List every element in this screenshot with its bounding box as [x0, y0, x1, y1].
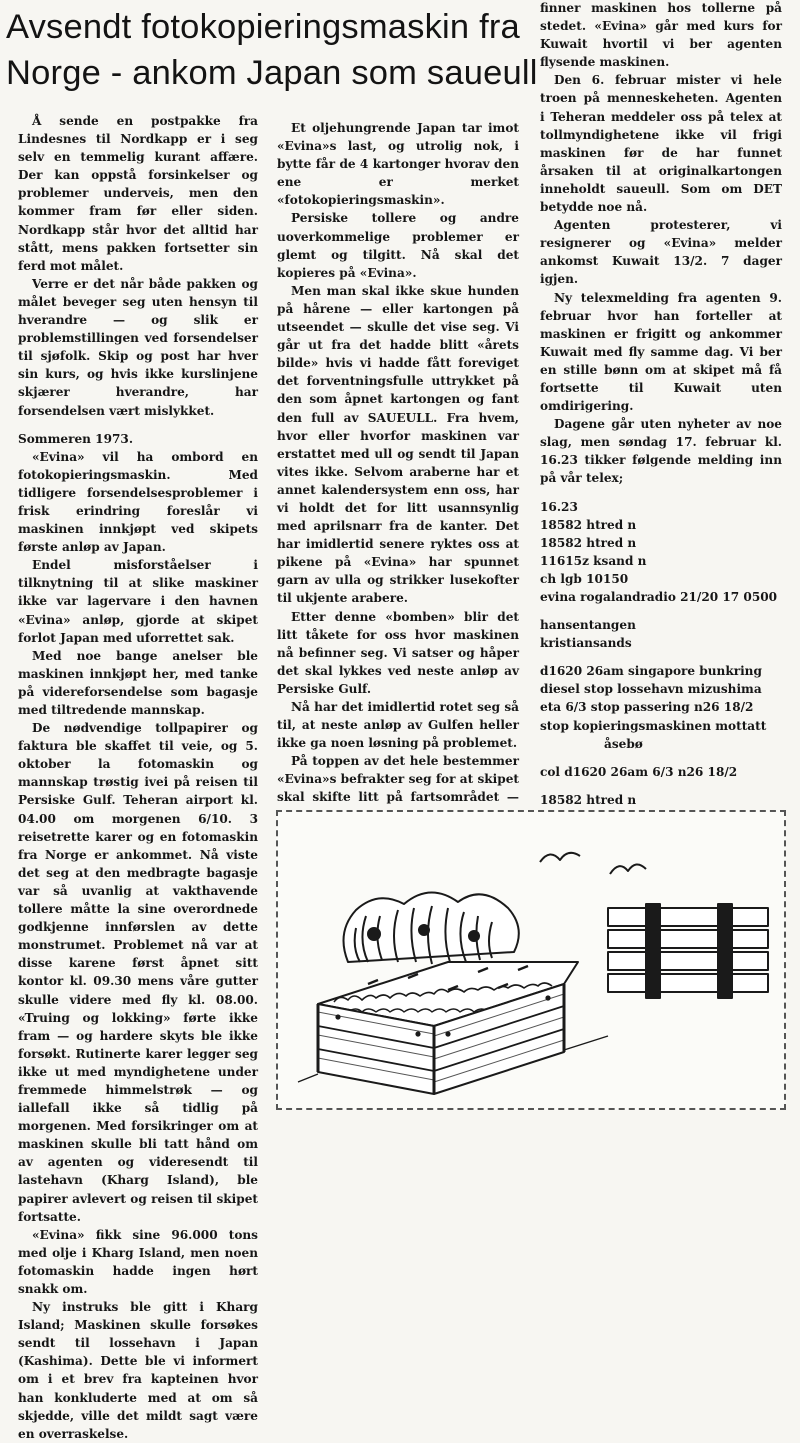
telex-line: hansentangen — [540, 618, 636, 633]
pier-planks — [608, 904, 768, 998]
telex-body: d1620 26am singapore bunkring diesel stop lossehavn mizushima eta 6/3 stop passering n26 18/2 stop kopieringsmaskinen mottatt — [540, 664, 767, 733]
paragraph: Dagene går uten nyheter av noe slag, men søndag 17. februar kl. 16.23 tikker følgende melding inn på vår telex; — [540, 417, 782, 486]
paragraph: Men man skal ikke skue hunden på hårene — eller kartongen på utseendet — skulle det vise seg. Vi går ut fra det hadde blitt «årets bilde» hvis vi hadde fått foreviget det forventningsfulle uttrykket på den som åpnet kartongen og fant den full av SAUEULL. Fra hvem, hvor eller hvorfor maskinen var erstattet med ull og sendt til Japan vites ikke. Selvom araberne har et annet kalendersystem enn oss, har vi holdt det for litt usannsynlig med aprilsnarr fra de kanter. Det har imidlertid senere ryktes oss at pikene på «Evina» har spunnet garn av ulla og strikker lusekofter til ukjente arabere. — [277, 283, 519, 606]
telex-line: evina rogalandradio 21/20 17 0500 — [540, 590, 778, 604]
paragraph: Etter denne «bomben» blir det litt tåkete for oss hvor maskinen nå befinner seg. Vi satser og håper det skal lykkes ved neste anløp av Persiske Gulf. — [277, 609, 519, 696]
paragraph: Med noe bange anelser ble maskinen innkjøpt her, med tanke på videreforsendelse som bagasje med tiltredende mannskap. — [18, 648, 258, 717]
paragraph: Ny telexmelding fra agenten 9. februar hvor han forteller at maskinen er frigitt og ankommer Kuwait med fly samme dag. Vi ber en stille bønn om at skipet må få fortsette til Kuwait uten omdirigering. — [540, 290, 782, 414]
paragraph: Nå har det imidlertid rotet seg så til, at neste anløp av Gulfen heller ikke ga noen løsning på problemet. — [277, 700, 519, 751]
telex-line: 18582 htred n — [540, 535, 637, 550]
telex-sign: åsebø — [604, 736, 643, 751]
telex-line: ch lgb 10150 — [540, 571, 629, 586]
crate-illustration — [278, 812, 784, 1108]
paragraph: «Evina» fikk sine 96.000 tons med olje i Kharg Island, men noen fotomaskin hadde ingen hørt snakk om. — [18, 1227, 258, 1296]
section-heading: Sommeren 1973. — [18, 431, 134, 446]
paragraph: finner maskinen hos tollerne på stedet. «Evina» går med kurs for Kuwait hvortil vi ber agenten flysende maskinen. — [540, 1, 782, 70]
paragraph: Den 6. februar mister vi hele troen på menneskeheten. Agenten i Teheran meddeler oss på telex at tollmyndighetene ikke vil frigi maskinen før de har funnet årsaken til at originalkartongen inneholdt saueull. Som om DET betydde noe nå. — [540, 73, 782, 215]
paragraph: Et oljehungrende Japan tar imot «Evina»s last, og utrolig nok, i bytte får de 4 kartonger hvorav den ene er merket «fotokopieringsmaskin». — [277, 121, 519, 208]
paragraph: «Evina» vil ha ombord en fotokopieringsmaskin. Med tidligere forsendelsesproblemer i frisk erindring foreslår vi maskinen innkjøpt ved skipets første anløp av Japan. — [18, 449, 258, 555]
paragraph: De nødvendige tollpapirer og faktura ble skaffet til veie, og 5. oktober la fotomaskin og mannskap trøstig ivei på reisen til Persiske Gulf. Teheran airport kl. 04.00 om morgenen 6/10. 3 reisetrette karer og en fotomaskin fra Norge er ankommet. Nå viste det seg at den medbragte bagasje var så uvanlig at vakthavende tollere måtte la sine overordnede godkjenne innførslen av dette monstrumet. Problemet nå var at disse karene først åpnet sitt kontor kl. 09.30 mens våre gutter skulle videre med fly kl. 08.00. «Truing og lokking» førte ikke fram — og hardere skyts ble ikke forsøkt. Rutinerte karer legger seg ikke ut med myndighetene under fremmede himmelstrøk — og iallefall ikke så tidlig på morgenen. Med forsikringer om at maskinen skulle bli tatt hånd om av agenten og videresendt til lastehavn (Kharg Island), ble papirer avlevert og reisen til skipet fortsatte. — [18, 721, 258, 1224]
paragraph: Endel misforståelser i tilknytning til at slike maskiner ikke var lagervare i den havnen «Evina» anløp, gjorde at skipet forlot Japan med uforrettet sak. — [18, 558, 258, 645]
paragraph: Ny instruks ble gitt i Kharg Island; Maskinen skulle forsøkes sendt til lossehavn i Japan (Kashima). Dette ble vi informert om i et brev fra kapteinen hvor han konkluderte med at om så skjedde, ville det mildt sagt være en overraskelse. — [18, 1300, 258, 1441]
sheep-figures — [344, 892, 519, 964]
column-1 — [18, 112, 258, 1443]
paragraph: Verre er det når både pakken og målet beveger seg uten hensyn til hverandre — og slik er problemstillingen ved forsendelser til sjøfolk. Skip og post har hver sin kurs, og hvis ikke kurslinjene skjærer hverandre, har forsendelsen vært mislykket. — [18, 276, 258, 418]
telex-message — [540, 498, 782, 828]
column-3 — [540, 0, 782, 946]
paragraph: På toppen av det hele bestemmer «Evina»s befrakter seg for at skipet skal skifte litt på fartsområdet — — [277, 754, 519, 805]
article-headline — [6, 4, 558, 96]
paragraph: Agenten protesterer, vi resignerer og «Evina» melder ankomst Kuwait 13/2. 7 dager igjen. — [540, 218, 782, 287]
bird-icon — [610, 864, 646, 874]
telex-line: col d1620 26am 6/3 n26 18/2 — [540, 764, 738, 779]
telex-line: kristiansands — [540, 636, 632, 651]
telex-line: 16.23 — [540, 499, 578, 514]
paragraph: Persiske tollere og andre uoverkommelige problemer er glemt og tilgitt. Nå skal det kopieres på «Evina». — [277, 211, 519, 280]
telex-line: 18582 htred n — [540, 792, 637, 807]
headline-line-2: Norge - ankom Japan som saueull — [6, 54, 538, 92]
headline-line-1: Avsendt fotokopieringsmaskin fra — [6, 8, 520, 46]
telex-line: 11615z ksand n — [540, 553, 647, 568]
paragraph: Å sende en postpakke fra Lindesnes til Nordkapp er i seg selv en temmelig kurant affære. Der kan oppstå forsinkelser og problemer underveis, men den kommer fram før eller siden. Nordkapp står hvor det alltid har stått, mens pakken fortsetter sin ferd mot målet. — [18, 114, 258, 273]
bird-icon — [540, 853, 580, 862]
telex-line: 18582 htred n — [540, 517, 637, 532]
illustration-frame — [276, 810, 786, 1110]
open-crate — [318, 962, 578, 1094]
